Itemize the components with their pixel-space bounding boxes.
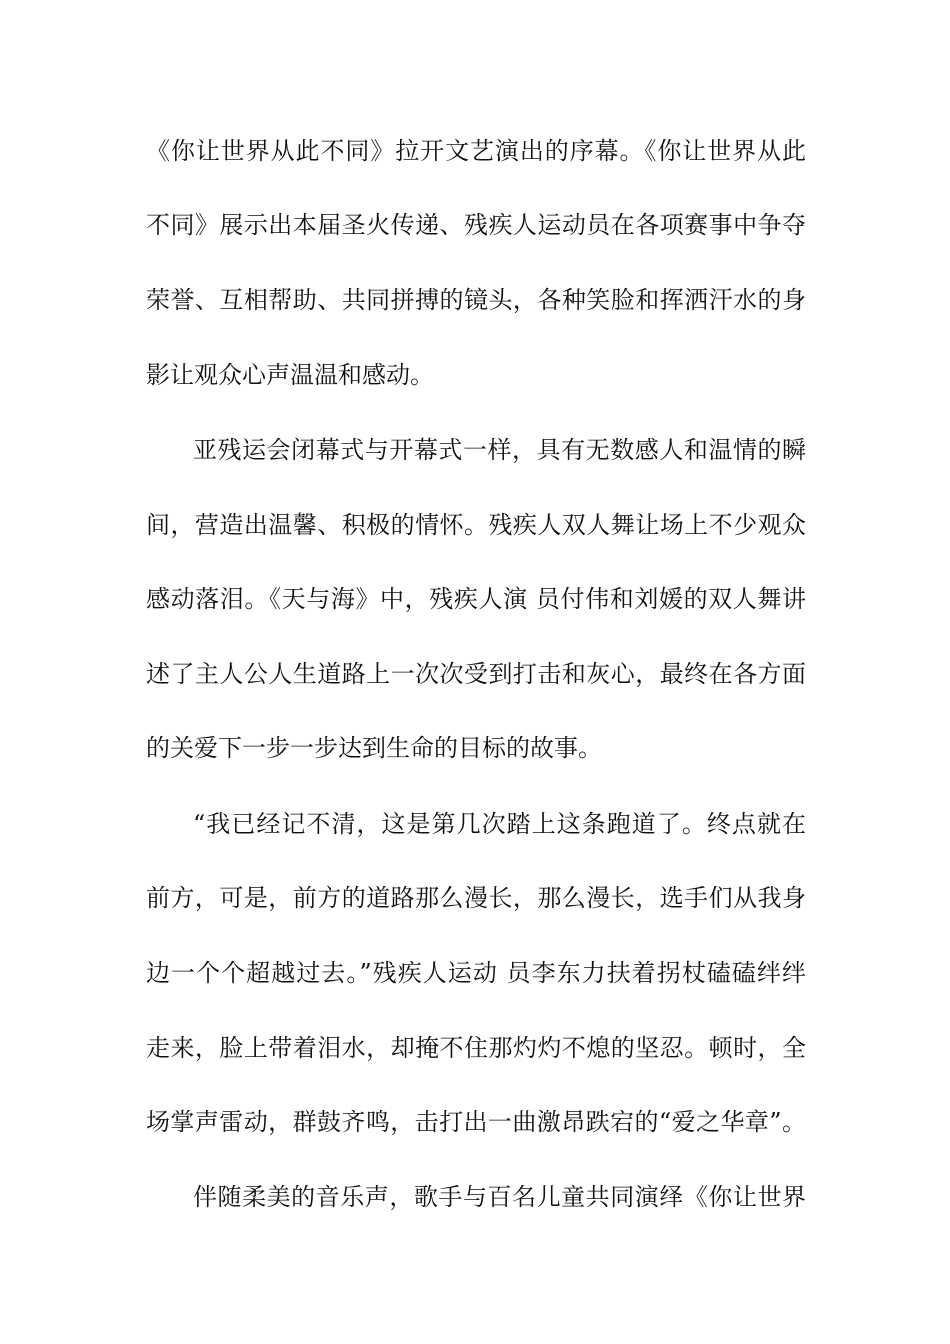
text-line: 走来，脸上带着泪水，却掩不住那灼灼不熄的坚忍。顿时，全 <box>146 1034 806 1062</box>
paragraph-first-line: 伴随柔美的音乐声，歌手与百名儿童共同演绎《你让世界 <box>193 1183 806 1211</box>
paragraph-first-line: 亚残运会闭幕式与开幕式一样，具有无数感人和温情的瞬 <box>193 436 806 464</box>
text-line: 场掌声雷动，群鼓齐鸣，击打出一曲激昂跌宕的“爱之华章”。 <box>146 1108 806 1136</box>
text-line: 的关爱下一步一步达到生命的目标的故事。 <box>146 734 602 762</box>
text-line: 《你让世界从此不同》拉开文艺演出的序幕。《你让世界从此 <box>146 137 806 165</box>
text-line: 感动落泪。《天与海》中，残疾人演 员付伟和刘媛的双人舞讲 <box>146 585 806 613</box>
text-line: 不同》展示出本届圣火传递、残疾人运动员在各项赛事中争夺 <box>146 211 806 239</box>
paragraph-first-line: “我已经记不清，这是第几次踏上这条跑道了。终点就在 <box>193 810 806 838</box>
text-line: 边一个个超越过去。”残疾人运动 员李东力扶着拐杖磕磕绊绊 <box>146 959 806 987</box>
text-line: 述了主人公人生道路上一次次受到打击和灰心，最终在各方面 <box>146 660 806 688</box>
text-line: 荣誉、互相帮助、共同拼搏的镜头，各种笑脸和挥洒汗水的身 <box>146 286 806 314</box>
text-line: 间，营造出温馨、积极的情怀。残疾人双人舞让场上不少观众 <box>146 511 806 539</box>
text-line: 影让观众心声温温和感动。 <box>146 361 434 389</box>
text-line: 前方，可是，前方的道路那么漫长，那么漫长，选手们从我身 <box>146 884 806 912</box>
